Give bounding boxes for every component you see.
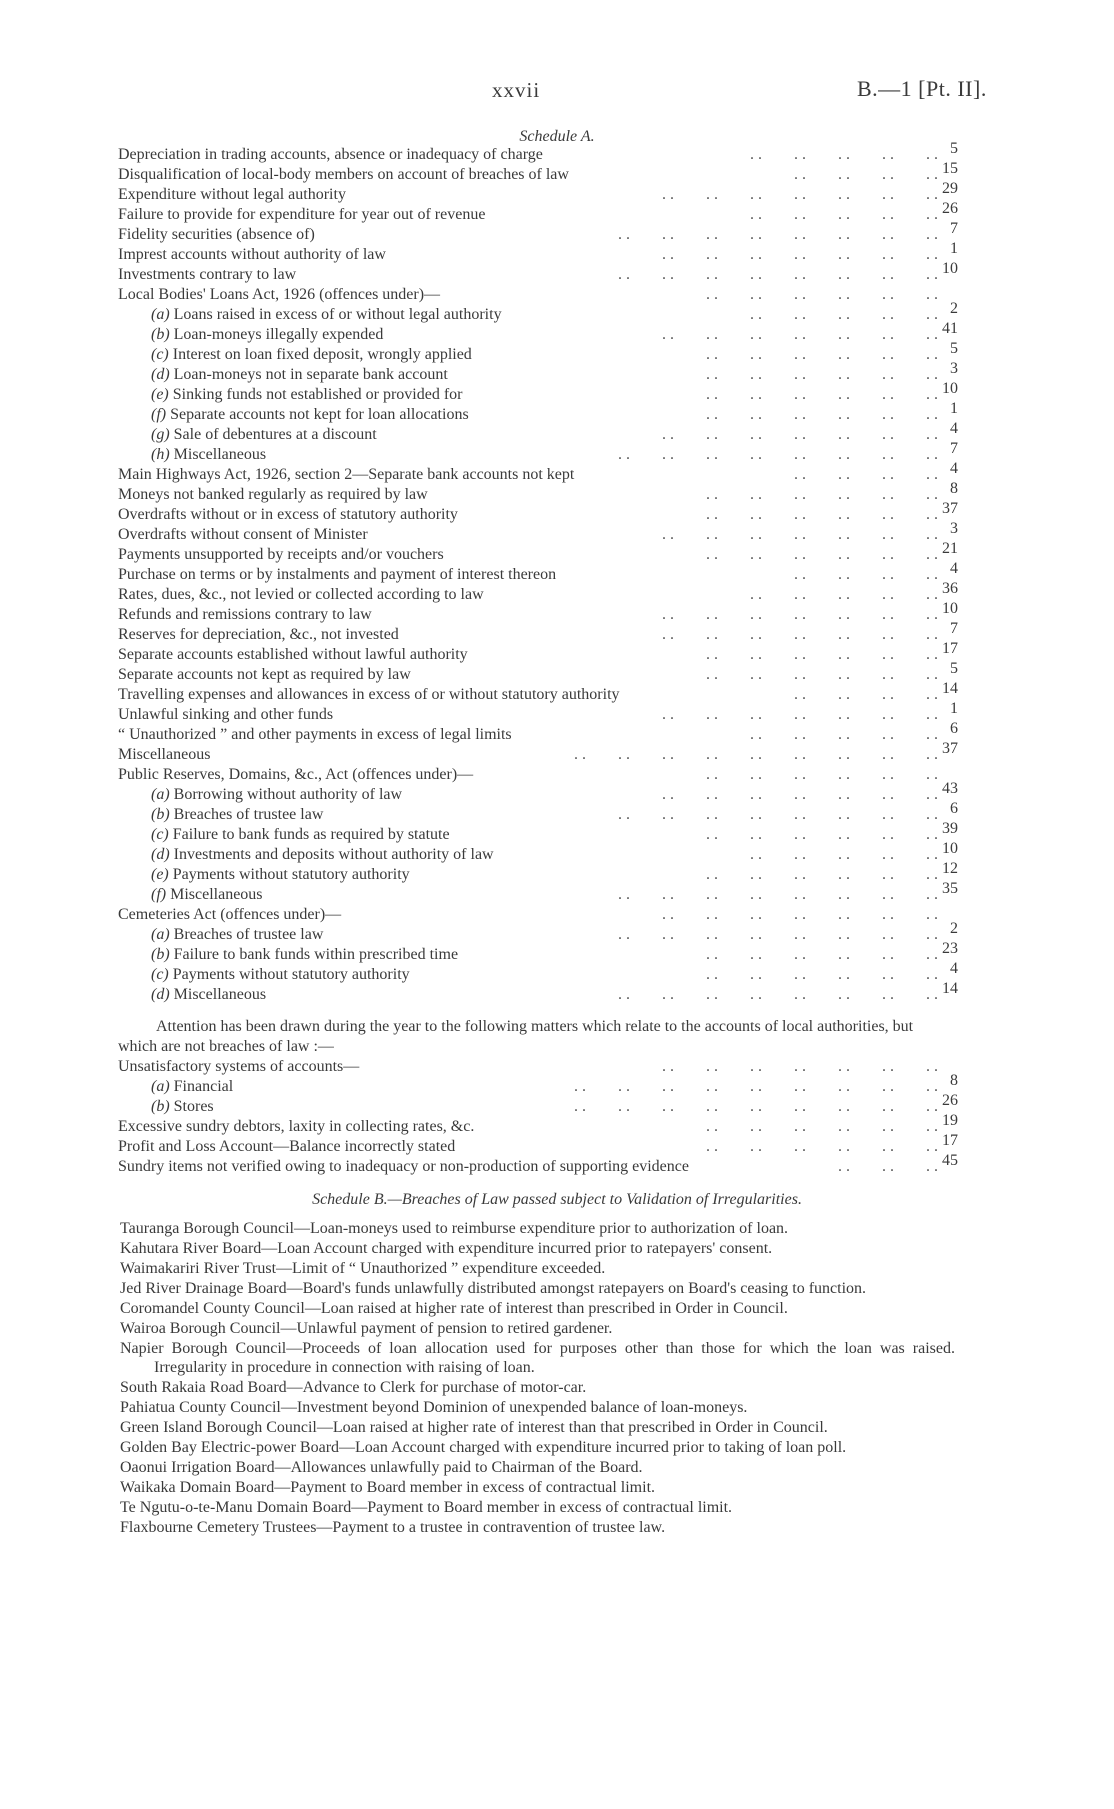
dot-leader: . . . . . . . . . . . . (706, 866, 938, 883)
item-text: Payments unsupported by receipts and/or vouchers (118, 546, 444, 563)
item-letter: (b) (151, 806, 170, 823)
schedule-row-label (118, 545, 444, 565)
dot-leader: . . . . . . . . . . . . (706, 1118, 938, 1135)
item-letter: (c) (151, 966, 169, 983)
dot-leader: . . . . . . . . . . . . (706, 826, 938, 843)
dot-leader: . . . . . . . . . . . . (706, 1138, 938, 1155)
item-count: 26 (942, 200, 958, 217)
item-text: Unsatisfactory systems of accounts— (118, 1058, 360, 1075)
item-count: 14 (942, 980, 958, 997)
item-text: Loan-moneys not in separate bank account (173, 366, 448, 383)
dot-leader: . . . . . . . . . . . . (706, 286, 938, 303)
schedule-row-label (151, 845, 494, 865)
item-text: Sundry items not verified owing to inadequacy or non-production of supporting evidence (118, 1158, 689, 1175)
dot-leader: . . . . . . . . . . (750, 206, 938, 223)
schedule-row-label (151, 1097, 214, 1117)
dot-leader: . . . . . . . . . . . . (706, 406, 938, 423)
item-text: Investments contrary to law (118, 266, 297, 283)
schedule-a-title: Schedule A. (519, 128, 595, 145)
item-letter: (f) (151, 406, 167, 423)
dot-leader: . . . . . . . . . . . . . . (662, 186, 938, 203)
item-text: Payments without statutory authority (172, 866, 410, 883)
schedule-b-item: Waikaka Domain Board—Payment to Board member in excess of contractual limit. (120, 1479, 656, 1496)
document-reference: B.—1 [Pt. II]. (857, 76, 987, 101)
item-count: 4 (950, 460, 958, 477)
item-text: Refunds and remissions contrary to law (118, 606, 372, 623)
item-letter: (a) (151, 1078, 170, 1095)
item-count: 45 (942, 1152, 958, 1169)
item-count: 1 (950, 400, 958, 417)
dot-leader: . . . . . . . . . . . . . . (662, 246, 938, 263)
item-letter: (h) (151, 446, 170, 463)
schedule-b-item: South Rakaia Road Board—Advance to Clerk for purchase of motor-car. (120, 1379, 587, 1396)
dot-leader: . . . . . . . . . . . . . . . . (618, 266, 938, 283)
schedule-row (0, 980, 1114, 1005)
item-count: 6 (950, 720, 958, 737)
dot-leader: . . . . . . . . . . . . . . (662, 606, 938, 623)
schedule-b-item: Flaxbourne Cemetery Trustees—Payment to a trustee in contravention of trustee law. (120, 1519, 666, 1536)
item-letter: (f) (151, 886, 167, 903)
dot-leader: . . . . . . . . . . . . (706, 966, 938, 983)
item-count: 21 (942, 540, 958, 557)
item-text: Failure to bank funds as required by statute (172, 826, 450, 843)
schedule-row-label (118, 1157, 689, 1177)
item-text: Unlawful sinking and other funds (118, 706, 334, 723)
dot-leader: . . . . . . . . (794, 566, 938, 583)
item-count: 5 (950, 340, 958, 357)
item-count: 10 (942, 600, 958, 617)
schedule-b-item: Te Ngutu-o-te-Manu Domain Board—Payment to Board member in excess of contractual limit. (120, 1499, 733, 1516)
item-count: 1 (950, 700, 958, 717)
dot-leader: . . . . . . . . . . . . . . (662, 326, 938, 343)
item-text: Miscellaneous (118, 746, 211, 763)
schedule-row-label (118, 745, 210, 765)
item-count: 37 (942, 740, 958, 757)
schedule-row-label (118, 565, 556, 585)
schedule-b-item: Pahiatua County Council—Investment beyond Dominion of unexpended balance of loan-moneys. (120, 1399, 748, 1416)
schedule-row-label (118, 585, 484, 605)
item-text: Public Reserves, Domains, &c., Act (offences under)— (118, 766, 474, 783)
schedule-row (0, 1152, 1114, 1177)
schedule-row-label (118, 245, 386, 265)
item-letter: (e) (151, 866, 169, 883)
item-text: Travelling expenses and allowances in excess of or without statutory authority (118, 686, 620, 703)
item-count: 12 (942, 860, 958, 877)
item-text: Overdrafts without or in excess of statutory authority (118, 506, 458, 523)
item-text: Sinking funds not established or provided for (172, 386, 463, 403)
item-text: Financial (173, 1078, 234, 1095)
item-text: “ Unauthorized ” and other payments in excess of legal limits (118, 726, 512, 743)
dot-leader: . . . . . . . . . . . . . . (662, 786, 938, 803)
item-text: Breaches of trustee law (173, 806, 324, 823)
schedule-row-label (118, 485, 428, 505)
dot-leader: . . . . . . . . . . . . (706, 366, 938, 383)
schedule-b-item: Golden Bay Electric-power Board—Loan Account charged with expenditure incurred prior to taking of loan poll. (120, 1439, 847, 1456)
item-count: 3 (950, 360, 958, 377)
dot-leader: . . . . . . . . . . . . (706, 546, 938, 563)
item-count: 23 (942, 940, 958, 957)
item-count: 5 (950, 140, 958, 157)
dot-leader: . . . . . . . . . . . . . . . . (618, 926, 938, 943)
schedule-row-label (151, 445, 266, 465)
dot-leader: . . . . . . . . . . . . . . . . . . (574, 746, 938, 763)
schedule-row-label (118, 725, 512, 745)
item-text: Local Bodies' Loans Act, 1926 (offences under)— (118, 286, 441, 303)
item-text: Expenditure without legal authority (118, 186, 346, 203)
item-text: Profit and Loss Account—Balance incorrectly stated (118, 1138, 456, 1155)
item-text: Sale of debentures at a discount (173, 426, 377, 443)
schedule-row-label (151, 865, 410, 885)
schedule-b-item: Napier Borough Council—Proceeds of loan allocation used for purposes other than those for which the loan was raised. Irregularity in procedure in connection with raising of loan. (120, 1340, 955, 1376)
schedule-b-item: Waimakariri River Trust—Limit of “ Unauthorized ” expenditure exceeded. (120, 1260, 606, 1277)
dot-leader: . . . . . . . . . . . . . . . . (618, 806, 938, 823)
item-letter: (b) (151, 1098, 170, 1115)
dot-leader: . . . . . . . . . . . . . . . . . . (574, 1098, 938, 1115)
dot-leader: . . . . . . . . . . . . (706, 486, 938, 503)
item-count: 2 (950, 300, 958, 317)
schedule-row-label (118, 685, 620, 705)
schedule-row-label (118, 285, 440, 305)
schedule-b-title: Schedule B.—Breaches of Law passed subject to Validation of Irregularities. (312, 1191, 802, 1208)
item-count: 10 (942, 260, 958, 277)
schedule-b-item: Green Island Borough Council—Loan raised at higher rate of interest than that prescribed in Order in Council. (120, 1419, 828, 1436)
page-number: xxvii (492, 78, 541, 102)
item-count: 15 (942, 160, 958, 177)
schedule-row (0, 740, 1114, 765)
schedule-row-label (118, 1137, 455, 1157)
dot-leader: . . . . . . . . (794, 166, 938, 183)
item-text: Imprest accounts without authority of law (118, 246, 386, 263)
item-count: 2 (950, 920, 958, 937)
item-count: 3 (950, 520, 958, 537)
item-count: 7 (950, 440, 958, 457)
item-letter: (d) (151, 846, 170, 863)
item-count: 8 (950, 480, 958, 497)
item-count: 19 (942, 1112, 958, 1129)
item-count: 6 (950, 800, 958, 817)
schedule-row-label (151, 425, 377, 445)
dot-leader: . . . . . . . . . . . . (706, 766, 938, 783)
schedule-row-label (151, 385, 463, 405)
schedule-row-label (151, 805, 323, 825)
schedule-b-item: Jed River Drainage Board—Board's funds unlawfully distributed amongst ratepayers on Board's ceasing to function. (120, 1280, 867, 1297)
item-letter: (a) (151, 926, 170, 943)
item-text: Interest on loan fixed deposit, wrongly applied (172, 346, 472, 363)
item-text: Failure to bank funds within prescribed time (173, 946, 459, 963)
item-text: Investments and deposits without authority of law (173, 846, 494, 863)
schedule-row-label (151, 985, 266, 1005)
dot-leader: . . . . . . . . . . (750, 586, 938, 603)
item-count: 14 (942, 680, 958, 697)
item-letter: (a) (151, 306, 170, 323)
dot-leader: . . . . . . . . . . (750, 306, 938, 323)
item-count: 7 (950, 620, 958, 637)
schedule-b-item: Wairoa Borough Council—Unlawful payment of pension to retired gardener. (120, 1320, 613, 1337)
item-count: 1 (950, 240, 958, 257)
item-text: Depreciation in trading accounts, absence or inadequacy of charge (118, 146, 543, 163)
item-count: 17 (942, 1132, 958, 1149)
item-letter: (b) (151, 326, 170, 343)
dot-leader: . . . . . . . . . . . . . . . . . . (574, 1078, 938, 1095)
item-text: Moneys not banked regularly as required by law (118, 486, 428, 503)
dot-leader: . . . . . . . . . . . . (706, 386, 938, 403)
item-text: Separate accounts established without lawful authority (118, 646, 468, 663)
dot-leader: . . . . . . . . . . (750, 146, 938, 163)
dot-leader: . . . . . . . . . . . . (706, 946, 938, 963)
schedule-row-label (118, 1117, 474, 1137)
schedule-row (0, 260, 1114, 285)
dot-leader: . . . . . . . . . . . . . . . . (618, 986, 938, 1003)
item-text: Borrowing without authority of law (173, 786, 403, 803)
item-text: Miscellaneous (173, 986, 267, 1003)
schedule-b-list (120, 1219, 955, 1538)
item-text: Overdrafts without consent of Minister (118, 526, 368, 543)
schedule-row-label (151, 965, 410, 985)
schedule-row-label (118, 465, 574, 485)
dot-leader: . . . . . . (838, 1158, 938, 1175)
item-text: Stores (173, 1098, 214, 1115)
dot-leader: . . . . . . . . . . . . . . (662, 426, 938, 443)
schedule-row-label (118, 645, 468, 665)
attention-paragraph (118, 1017, 953, 1057)
schedule-b-item: Kahutara River Board—Loan Account charged with expenditure incurred prior to ratepayers' consent. (120, 1240, 773, 1257)
dot-leader: . . . . . . . . . . . . (706, 506, 938, 523)
schedule-row-label (151, 345, 472, 365)
schedule-row-label (151, 1077, 233, 1097)
item-count: 10 (942, 380, 958, 397)
item-text: Excessive sundry debtors, laxity in collecting rates, &c. (118, 1118, 475, 1135)
item-text: Disqualification of local-body members on account of breaches of law (118, 166, 569, 183)
schedule-row-label (118, 205, 485, 225)
item-text: Cemeteries Act (offences under)— (118, 906, 342, 923)
schedule-row-label (151, 925, 323, 945)
schedule-row-label (118, 765, 473, 785)
schedule-row-label (151, 325, 383, 345)
item-text: Fidelity securities (absence of) (118, 226, 315, 243)
dot-leader: . . . . . . . . . . . . (706, 666, 938, 683)
item-count: 36 (942, 580, 958, 597)
schedule-row-label (118, 185, 346, 205)
item-text: Breaches of trustee law (173, 926, 324, 943)
dot-leader: . . . . . . . . . . . . . . . . (618, 226, 938, 243)
item-letter: (g) (151, 426, 170, 443)
dot-leader: . . . . . . . . . . . . (706, 646, 938, 663)
schedule-row-label (118, 525, 368, 545)
item-letter: (d) (151, 366, 170, 383)
item-letter: (c) (151, 826, 169, 843)
dot-leader: . . . . . . . . . . (750, 726, 938, 743)
item-count: 26 (942, 1092, 958, 1109)
schedule-row (0, 880, 1114, 905)
dot-leader: . . . . . . . . . . . . . . (662, 1058, 938, 1075)
item-text: Separate accounts not kept for loan allocations (170, 406, 469, 423)
dot-leader: . . . . . . . . . . . . . . . . (618, 886, 938, 903)
schedule-row-label (118, 705, 333, 725)
item-count: 29 (942, 180, 958, 197)
schedule-row-label (118, 1057, 359, 1077)
dot-leader: . . . . . . . . . . . . . . . . (618, 446, 938, 463)
item-count: 37 (942, 500, 958, 517)
schedule-row-label (151, 365, 448, 385)
item-letter: (d) (151, 986, 170, 1003)
item-count: 4 (950, 960, 958, 977)
item-text: Failure to provide for expenditure for year out of revenue (118, 206, 486, 223)
schedule-b-item: Coromandel County Council—Loan raised at higher rate of interest than prescribed in Order in Council. (120, 1300, 788, 1317)
schedule-row-label (118, 145, 543, 165)
item-count: 5 (950, 660, 958, 677)
schedule-row-label (118, 165, 569, 185)
schedule-row-label (151, 825, 450, 845)
item-letter: (a) (151, 786, 170, 803)
dot-leader: . . . . . . . . . . . . . . (662, 526, 938, 543)
item-text: Separate accounts not kept as required by law (118, 666, 411, 683)
schedule-row-label (118, 665, 411, 685)
schedule-row-label (151, 305, 502, 325)
item-count: 41 (942, 320, 958, 337)
dot-leader: . . . . . . . . (794, 466, 938, 483)
schedule-b-item: Oaonui Irrigation Board—Allowances unlawfully paid to Chairman of the Board. (120, 1459, 643, 1476)
schedule-row-label (151, 945, 458, 965)
schedule-row-label (118, 625, 399, 645)
item-count: 43 (942, 780, 958, 797)
schedule-row-label (118, 225, 315, 245)
item-count: 39 (942, 820, 958, 837)
schedule-row-label (118, 905, 341, 925)
dot-leader: . . . . . . . . . . (750, 846, 938, 863)
dot-leader: . . . . . . . . . . . . . . (662, 626, 938, 643)
schedule-row-label (118, 265, 296, 285)
item-text: Payments without statutory authority (172, 966, 410, 983)
item-count: 35 (942, 880, 958, 897)
dot-leader: . . . . . . . . . . . . . . (662, 706, 938, 723)
item-text: Rates, dues, &c., not levied or collected according to law (118, 586, 484, 603)
schedule-row-label (151, 785, 402, 805)
dot-leader: . . . . . . . . . . . . . . (662, 906, 938, 923)
item-count: 8 (950, 1072, 958, 1089)
dot-leader: . . . . . . . . (794, 686, 938, 703)
item-count: 4 (950, 560, 958, 577)
schedule-row-label (118, 505, 458, 525)
item-text: Loan-moneys illegally expended (173, 326, 384, 343)
item-count: 7 (950, 220, 958, 237)
dot-leader: . . . . . . . . . . . . (706, 346, 938, 363)
schedule-b-item: Tauranga Borough Council—Loan-moneys used to reimburse expenditure prior to authorization of loan. (120, 1220, 789, 1237)
item-letter: (e) (151, 386, 169, 403)
item-text: Loans raised in excess of or without legal authority (173, 306, 502, 323)
schedule-row-label (151, 405, 469, 425)
item-count: 10 (942, 840, 958, 857)
item-text: Miscellaneous (173, 446, 267, 463)
item-letter: (b) (151, 946, 170, 963)
schedule-row-label (151, 885, 263, 905)
item-text: Reserves for depreciation, &c., not invested (118, 626, 399, 643)
attention-text: Attention has been drawn during the year to the following matters which relate to the accounts of local authorities, but which are not breaches of law :— (118, 1018, 914, 1055)
item-count: 4 (950, 420, 958, 437)
item-letter: (c) (151, 346, 169, 363)
item-text: Miscellaneous (170, 886, 263, 903)
schedule-row-label (118, 605, 372, 625)
item-text: Purchase on terms or by instalments and payment of interest thereon (118, 566, 557, 583)
item-count: 17 (942, 640, 958, 657)
item-text: Main Highways Act, 1926, section 2—Separate bank accounts not kept (118, 466, 575, 483)
